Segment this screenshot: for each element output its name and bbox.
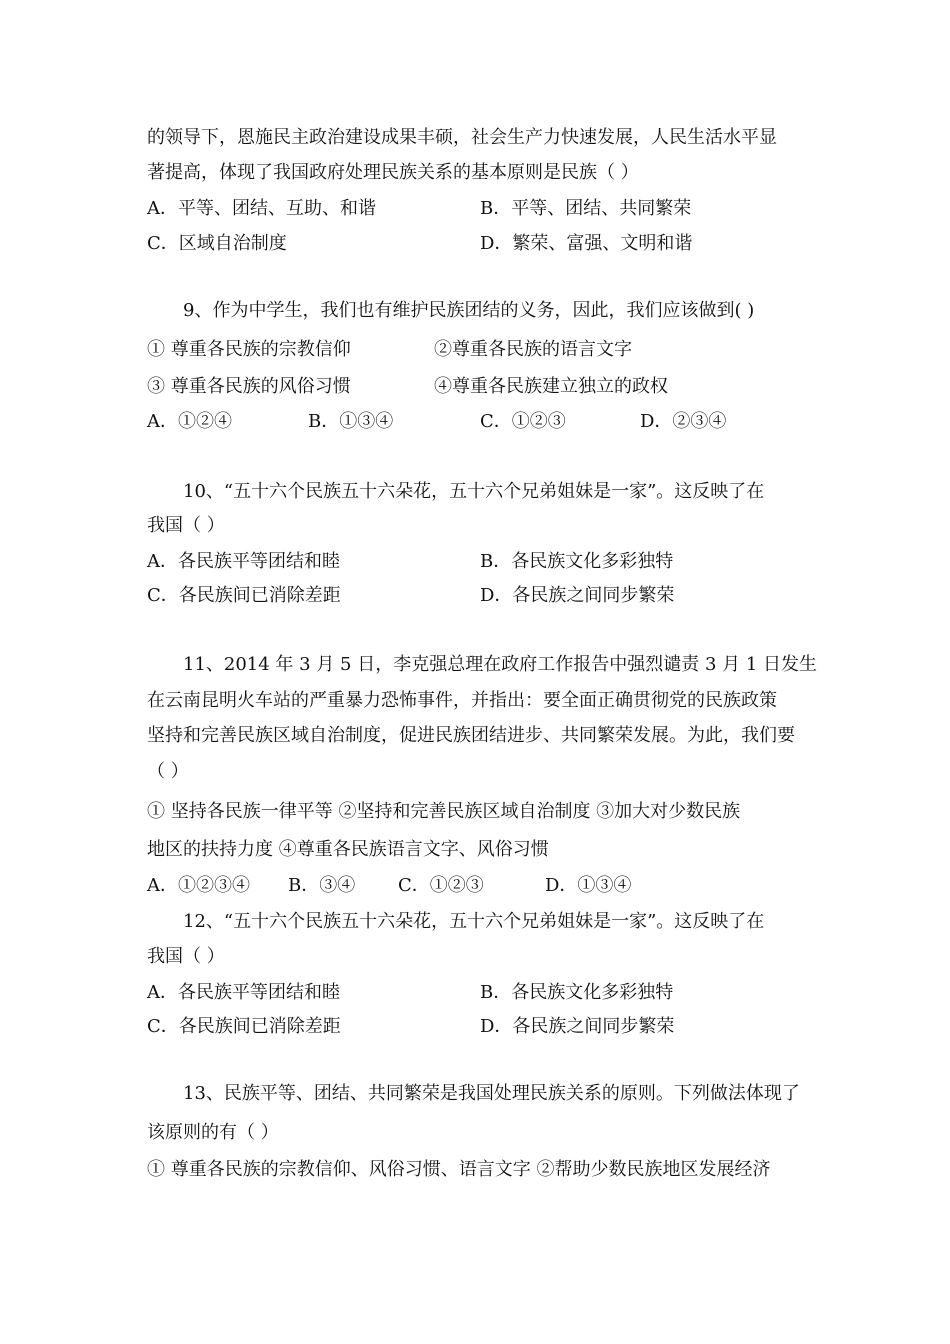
q13-stem-line1: 13、民族平等、团结、共同繁荣是我国处理民族关系的原则。下列做法体现了 [183,1083,800,1104]
q8-stem-line2: 著提高，体现了我国政府处理民族关系的基本原则是民族（ ） [147,162,639,183]
q12-option-a: A．各民族平等团结和睦 [147,982,340,1003]
q11-stem-line2: 在云南昆明火车站的严重暴力恐怖事件，并指出：要全面正确贯彻党的民族政策 [147,690,777,711]
q11-stem-line3: 坚持和完善民族区域自治制度，促进民族团结进步、共同繁荣发展。为此，我们要 [147,725,795,746]
q12-option-c: C．各民族间已消除差距 [147,1016,341,1037]
q12-option-d: D．各民族之间同步繁荣 [480,1016,675,1037]
q11-statements-line2: 地区的扶持力度 ④尊重各民族语言文字、风俗习惯 [147,839,549,860]
q8-option-d: D．繁荣、富强、文明和谐 [480,233,693,254]
q9-option-b: B．①③④ [308,411,394,432]
q9-stem: 9、作为中学生，我们也有维护民族团结的义务，因此，我们应该做到( ) [183,300,755,321]
q9-statement-3: ③ 尊重各民族的风俗习惯 [147,376,351,397]
q10-option-d: D．各民族之间同步繁荣 [480,585,675,606]
q11-stem-line4: （ ） [147,761,189,782]
q8-stem-line1: 的领导下，恩施民主政治建设成果丰硕，社会生产力快速发展，人民生活水平显 [147,127,777,148]
q8-option-a: A．平等、团结、互助、和谐 [147,198,376,219]
q10-option-a: A．各民族平等团结和睦 [147,551,340,572]
q11-option-a: A．①②③④ [147,875,250,896]
q9-statement-4: ④尊重各民族建立独立的政权 [434,376,668,397]
q9-option-d: D．②③④ [640,411,727,432]
q8-option-b: B．平等、团结、共同繁荣 [480,198,692,219]
q9-statement-2: ②尊重各民族的语言文字 [434,339,632,360]
q13-statements-line1: ① 尊重各民族的宗教信仰、风俗习惯、语言文字 ②帮助少数民族地区发展经济 [147,1159,771,1180]
q9-option-c: C．①②③ [480,411,566,432]
q12-option-b: B．各民族文化多彩独特 [480,982,674,1003]
q10-stem-line1: 10、“五十六个民族五十六朵花，五十六个兄弟姐妹是一家”。这反映了在 [183,481,765,502]
q11-statements-line1: ① 坚持各民族一律平等 ②坚持和完善民族区域自治制度 ③加大对少数民族 [147,801,741,822]
q10-option-c: C．各民族间已消除差距 [147,585,341,606]
q11-stem-line1: 11、2014 年 3 月 5 日，李克强总理在政府工作报告中强烈谴责 3 月 1 日发生 [183,654,818,675]
q11-option-b: B．③④ [288,875,356,896]
q10-option-b: B．各民族文化多彩独特 [480,551,674,572]
q9-statement-1: ① 尊重各民族的宗教信仰 [147,339,351,360]
q12-stem-line2: 我国（ ） [147,946,225,967]
q11-option-d: D．①③④ [545,875,632,896]
q10-stem-line2: 我国（ ） [147,515,225,536]
q13-stem-line2: 该原则的有（ ） [147,1122,279,1143]
q9-option-a: A．①②④ [147,411,232,432]
q12-stem-line1: 12、“五十六个民族五十六朵花，五十六个兄弟姐妹是一家”。这反映了在 [183,911,765,932]
q11-option-c: C．①②③ [398,875,484,896]
q8-option-c: C．区域自治制度 [147,233,287,254]
